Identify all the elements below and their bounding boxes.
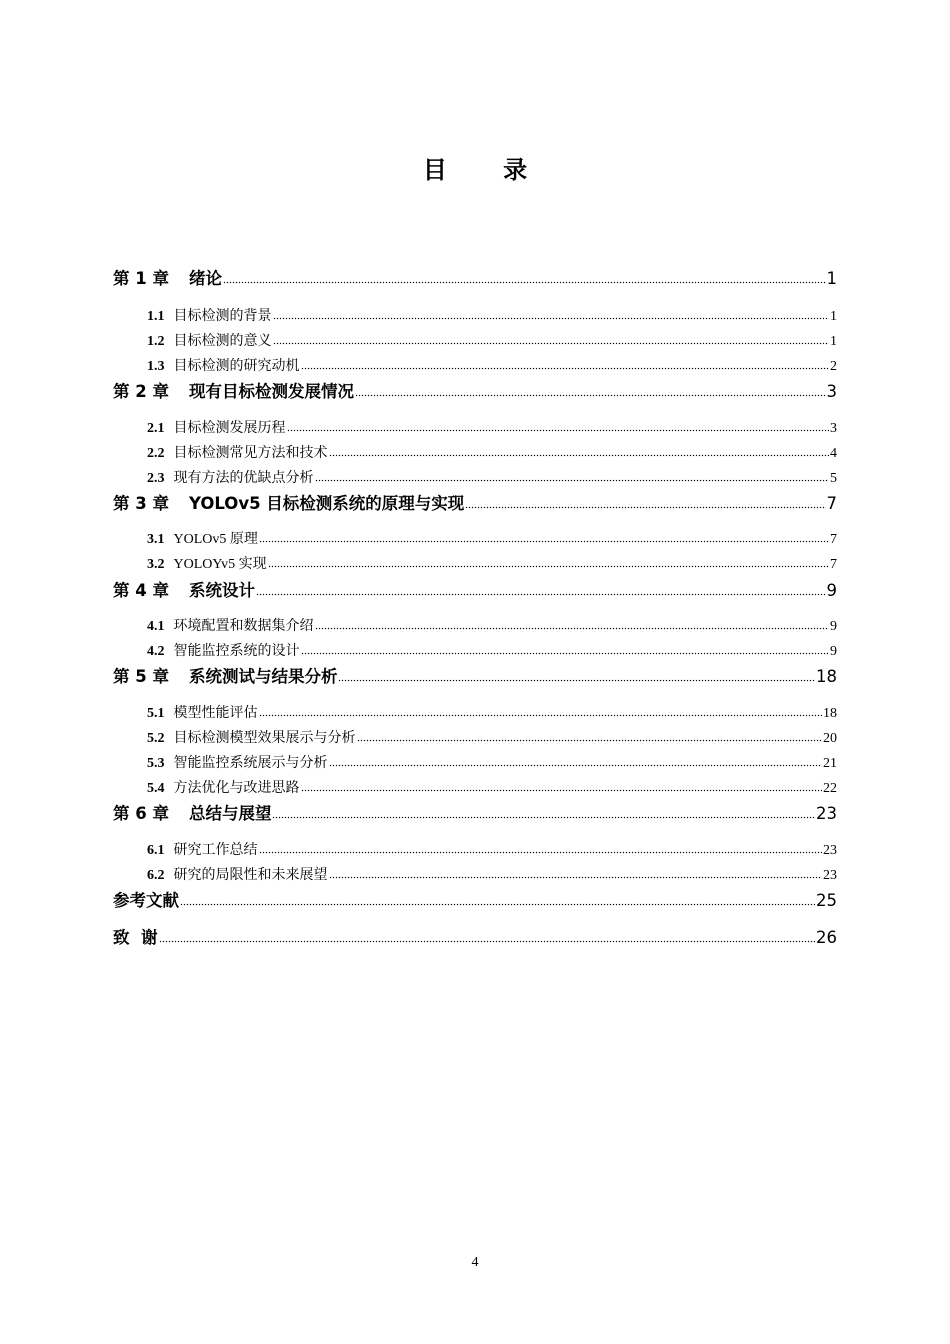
- toc-section-3-1[interactable]: [113, 528, 837, 548]
- dot-leader: [465, 495, 825, 512]
- page-ref: 20: [823, 731, 837, 746]
- dot-leader: [159, 929, 816, 946]
- dot-leader: [315, 618, 830, 632]
- dot-leader: [268, 556, 829, 570]
- section-number: 2.1: [147, 421, 165, 436]
- page-ref: 1: [826, 269, 837, 288]
- toc-section-4-2[interactable]: [113, 640, 837, 660]
- section-number: 5.1: [147, 706, 165, 721]
- page-ref: 25: [816, 891, 837, 910]
- dot-leader: [259, 705, 823, 719]
- section-title: 环境配置和数据集介绍: [173, 619, 314, 634]
- page-ref: 18: [816, 667, 837, 686]
- page-ref: 4: [830, 446, 837, 461]
- toc-section-1-1[interactable]: [113, 305, 837, 325]
- page-ref: 7: [830, 532, 837, 547]
- section-number: 5.4: [147, 781, 165, 796]
- section-number: 6.1: [147, 843, 165, 858]
- dot-leader: [273, 308, 830, 322]
- dot-leader: [256, 582, 826, 599]
- dot-leader: [329, 867, 823, 881]
- page-ref: 23: [816, 804, 837, 823]
- section-number: 5.2: [147, 731, 165, 746]
- toc-section-6-1[interactable]: [113, 839, 837, 859]
- page-title: 目 录: [422, 156, 552, 184]
- section-number: 4.2: [147, 644, 165, 659]
- section-title: 目标检测常见方法和技术: [173, 446, 328, 461]
- dot-leader: [180, 892, 815, 909]
- page-ref: 9: [826, 581, 837, 600]
- toc-references[interactable]: [113, 887, 837, 911]
- page-ref: 1: [830, 309, 837, 324]
- toc-section-5-3[interactable]: [113, 752, 837, 772]
- page-ref: 1: [830, 334, 837, 349]
- section-number: 3.1: [147, 532, 165, 547]
- chapter-number: 第 6 章: [113, 804, 169, 823]
- page-ref: 9: [830, 644, 837, 659]
- page-ref: 2: [830, 359, 837, 374]
- toc-section-5-4[interactable]: [113, 777, 837, 797]
- dot-leader: [355, 383, 826, 400]
- dot-leader: [273, 333, 830, 347]
- section-number: 1.2: [147, 334, 165, 349]
- chapter-number: 第 3 章: [113, 494, 169, 513]
- toc-chapter-2[interactable]: [113, 378, 837, 402]
- section-title: 智能监控系统的设计: [173, 644, 300, 659]
- chapter-number: 第 1 章: [113, 269, 169, 288]
- page-ref: 21: [823, 756, 837, 771]
- chapter-title: 系统测试与结果分析: [188, 667, 338, 686]
- toc-chapter-5[interactable]: [113, 663, 837, 687]
- section-title: 模型性能评估: [173, 706, 258, 721]
- section-number: 2.2: [147, 446, 165, 461]
- toc-section-3-2[interactable]: [113, 553, 837, 573]
- dot-leader: [272, 805, 815, 822]
- dot-leader: [259, 842, 823, 856]
- page-ref: 22: [823, 781, 837, 796]
- chapter-title: 现有目标检测发展情况: [188, 382, 354, 401]
- chapter-number: 第 2 章: [113, 382, 169, 401]
- dot-leader: [338, 668, 815, 685]
- page-ref: 7: [826, 494, 837, 513]
- dot-leader: [301, 358, 830, 372]
- toc-chapter-3[interactable]: [113, 490, 837, 514]
- chapter-title: 绪论: [188, 269, 222, 288]
- toc-section-2-2[interactable]: [113, 442, 837, 462]
- dot-leader: [259, 531, 829, 545]
- section-title: YOLOv5 原理: [173, 532, 258, 547]
- chapter-title: YOLOv5 目标检测系统的原理与实现: [188, 494, 465, 513]
- toc-chapter-6[interactable]: [113, 800, 837, 824]
- toc-section-5-2[interactable]: [113, 727, 837, 747]
- section-number: 3.2: [147, 557, 165, 572]
- section-number: 2.3: [147, 471, 165, 486]
- chapter-number: 第 4 章: [113, 581, 169, 600]
- section-title: 研究工作总结: [173, 843, 258, 858]
- section-title: YOLOYv5 实现: [173, 557, 267, 572]
- section-number: 4.1: [147, 619, 165, 634]
- toc-section-5-1[interactable]: [113, 702, 837, 722]
- section-title: 目标检测的研究动机: [173, 359, 300, 374]
- toc-section-1-2[interactable]: [113, 330, 837, 350]
- chapter-title: 致 谢: [113, 928, 158, 947]
- toc-acknowledgements[interactable]: [113, 924, 837, 948]
- dot-leader: [301, 780, 823, 794]
- chapter-title: 参考文献: [113, 891, 179, 910]
- section-title: 目标检测模型效果展示与分析: [173, 731, 356, 746]
- page-ref: 5: [830, 471, 837, 486]
- dot-leader: [329, 445, 830, 459]
- toc-chapter-1[interactable]: [113, 265, 837, 289]
- toc-section-6-2[interactable]: [113, 864, 837, 884]
- section-title: 目标检测发展历程: [173, 421, 286, 436]
- dot-leader: [301, 643, 830, 657]
- page-number: 4: [471, 1255, 479, 1270]
- chapter-title: 总结与展望: [188, 804, 272, 823]
- section-title: 目标检测的意义: [173, 334, 272, 349]
- section-title: 智能监控系统展示与分析: [173, 756, 328, 771]
- page-ref: 23: [823, 868, 837, 883]
- section-title: 现有方法的优缺点分析: [173, 471, 314, 486]
- chapter-number: 第 5 章: [113, 667, 169, 686]
- toc-chapter-4[interactable]: [113, 577, 837, 601]
- section-number: 1.3: [147, 359, 165, 374]
- page-ref: 23: [823, 843, 837, 858]
- toc-section-1-3[interactable]: [113, 355, 837, 375]
- page-ref: 7: [830, 557, 837, 572]
- dot-leader: [357, 730, 823, 744]
- dot-leader: [329, 755, 823, 769]
- dot-leader: [315, 470, 830, 484]
- section-title: 方法优化与改进思路: [173, 781, 300, 796]
- section-number: 1.1: [147, 309, 165, 324]
- toc-section-2-1[interactable]: [113, 417, 837, 437]
- dot-leader: [223, 270, 826, 287]
- chapter-title: 系统设计: [188, 581, 255, 600]
- page-ref: 3: [830, 421, 837, 436]
- dot-leader: [287, 420, 830, 434]
- section-title: 研究的局限性和未来展望: [173, 868, 328, 883]
- toc-section-4-1[interactable]: [113, 615, 837, 635]
- page-ref: 18: [823, 706, 837, 721]
- toc-section-2-3[interactable]: [113, 467, 837, 487]
- page-ref: 26: [816, 928, 837, 947]
- page-ref: 3: [826, 382, 837, 401]
- section-number: 6.2: [147, 868, 165, 883]
- section-title: 目标检测的背景: [173, 309, 272, 324]
- section-number: 5.3: [147, 756, 165, 771]
- page-ref: 9: [830, 619, 837, 634]
